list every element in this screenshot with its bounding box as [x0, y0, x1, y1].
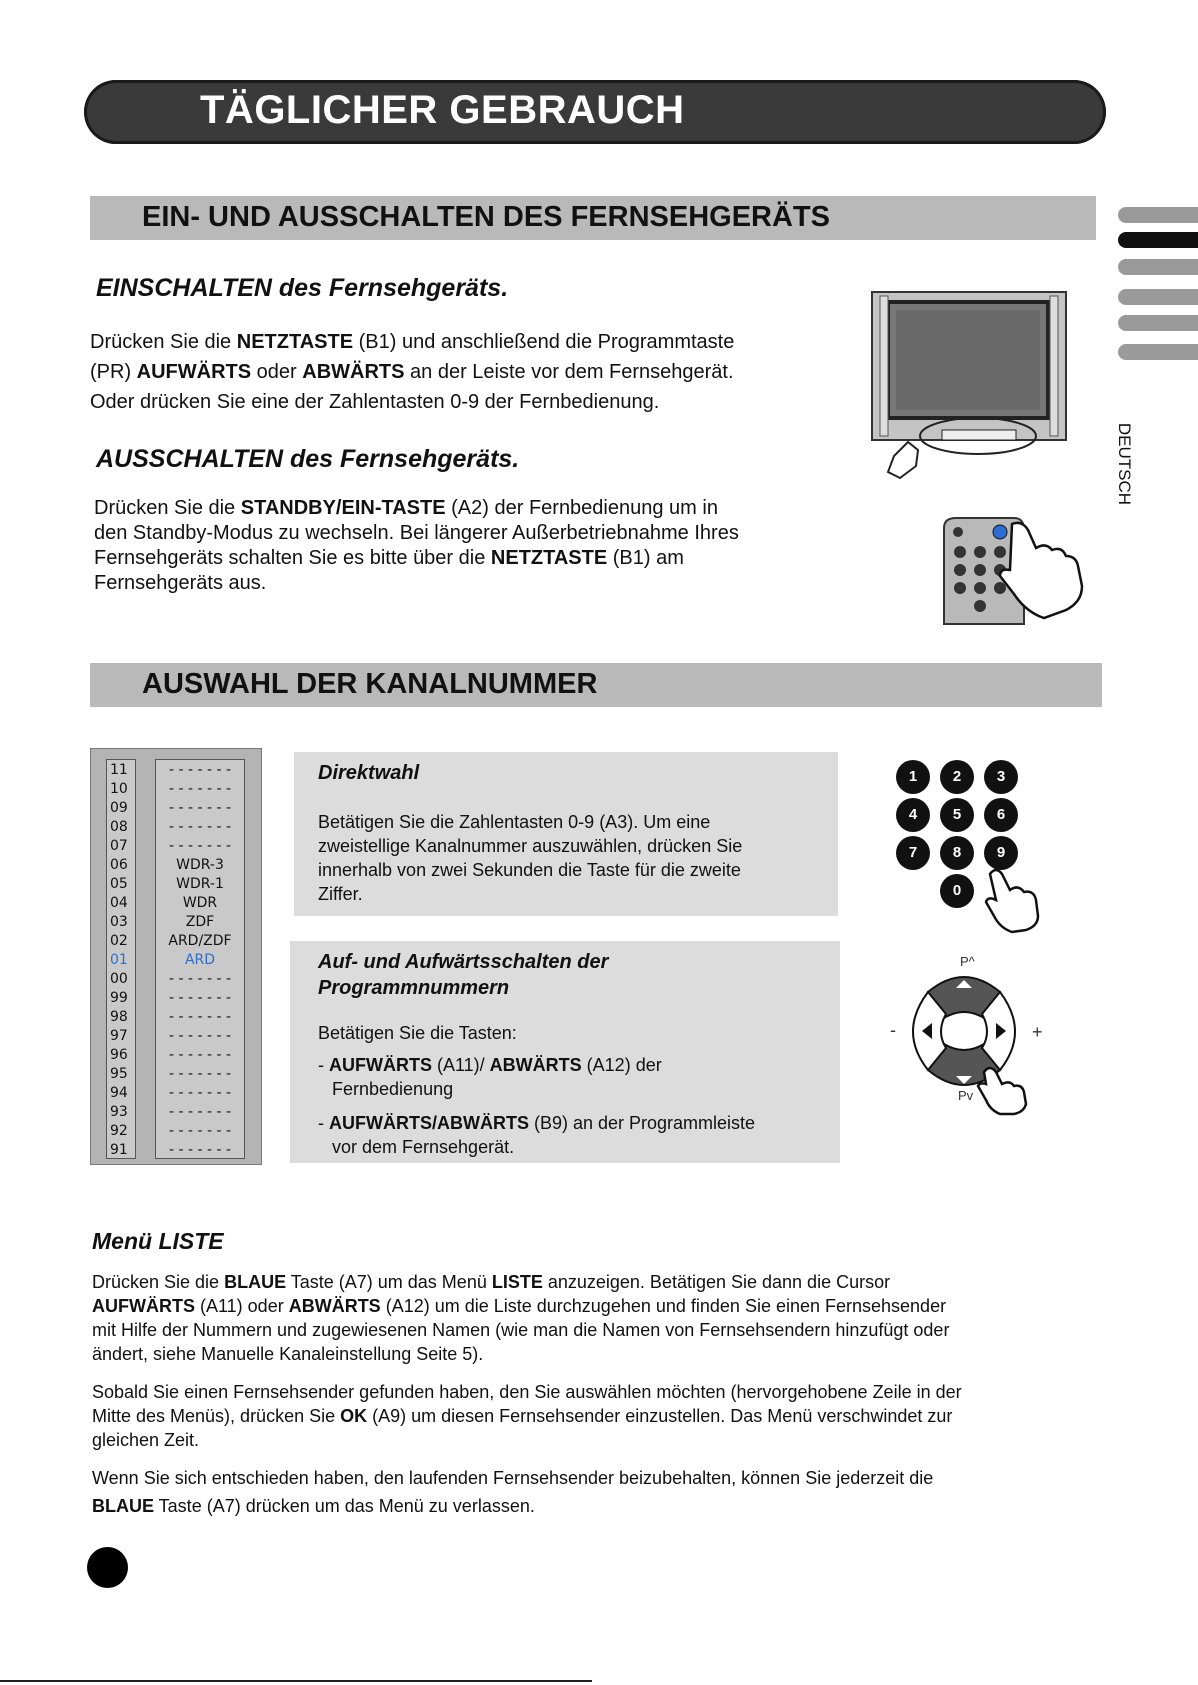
updown-box	[290, 941, 840, 1163]
text-segment: (A2) der Fernbedienung um in	[445, 497, 718, 519]
side-tab-3	[1118, 259, 1198, 275]
numeric-key-3[interactable]: 3	[984, 760, 1018, 794]
section-title-power: EIN- UND AUSSCHALTEN DES FERNSEHGERÄTS	[142, 201, 830, 233]
page-title-banner	[84, 80, 1106, 144]
direct-text	[318, 810, 828, 906]
text-segment: den Standby-Modus zu wechseln. Bei längerer Außerbetriebnahme Ihres	[94, 522, 739, 544]
text-segment: Oder drücken Sie eine der Zahlentasten 0-9 der Fernbedienung.	[90, 391, 660, 413]
channel-number[interactable]: 00	[110, 971, 128, 987]
updown-title-line1: Auf- und Aufwärtsschalten der	[318, 951, 609, 973]
numeric-key-8[interactable]: 8	[940, 836, 974, 870]
bottom-rule	[0, 1680, 592, 1682]
text-segment: ändert, siehe Manuelle Kanaleinstellung Seite 5).	[92, 1344, 484, 1364]
text-segment: mit Hilfe der Nummern und zugewiesenen Namen (wie man die Namen von Fernsehsendern hinzufügt oder	[92, 1320, 950, 1340]
channel-number[interactable]: 05	[110, 876, 128, 892]
bold-term: ABWÄRTS	[302, 361, 405, 383]
menu-title: Menü LISTE	[92, 1228, 224, 1254]
channel-number[interactable]: 10	[110, 781, 128, 797]
channel-number[interactable]: 93	[110, 1104, 128, 1120]
on-text	[90, 329, 850, 419]
text-line	[92, 1380, 1092, 1404]
numeric-key-2[interactable]: 2	[940, 760, 974, 794]
bold-term: LISTE	[491, 1272, 543, 1292]
text-segment: Sobald Sie einen Fernsehsender gefunden haben, den Sie auswählen möchten (hervorgehobene Zeile in der	[92, 1382, 962, 1402]
channel-list	[90, 748, 262, 1165]
text-line: Ziffer.	[318, 884, 363, 904]
text-line: zweistellige Kanalnummer auszuwählen, drücken Sie	[318, 836, 743, 856]
text-line	[318, 1111, 830, 1135]
text-line: Betätigen Sie die Zahlentasten 0-9 (A3). Um eine	[318, 812, 711, 832]
text-segment: Fernsehgeräts schalten Sie es bitte über die	[94, 547, 491, 569]
dpad-left-label: -	[890, 1020, 896, 1040]
text-segment: oder	[251, 361, 303, 383]
text-line	[318, 1053, 830, 1077]
text-segment: (B9) an der Programmleiste	[528, 1113, 756, 1133]
channel-name[interactable]: - - - - - - -	[168, 762, 232, 778]
section-bar-channel	[90, 663, 1102, 707]
channel-number[interactable]: 99	[110, 990, 128, 1006]
section-bar-power	[90, 196, 1096, 240]
side-tab-1	[1118, 207, 1198, 223]
updown-items	[318, 1053, 830, 1159]
numeric-key-5[interactable]: 5	[940, 798, 974, 832]
text-line	[94, 545, 854, 570]
updown-intro: Betätigen Sie die Tasten:	[318, 1023, 517, 1043]
channel-name[interactable]: ARD	[184, 952, 216, 968]
text-line	[94, 570, 854, 595]
text-line	[90, 329, 850, 359]
updown-title-line2: Programmnummern	[318, 977, 510, 999]
bold-term: AUFWÄRTS	[329, 1055, 432, 1075]
on-title: EINSCHALTEN des Fernsehgeräts.	[96, 274, 509, 302]
channel-name[interactable]: - - - - - - -	[168, 781, 232, 797]
menu-paragraph-1	[92, 1270, 1092, 1366]
remote-illustration	[938, 514, 1086, 624]
bold-term: STANDBY/EIN-TASTE	[240, 497, 446, 519]
text-segment: Wenn Sie sich entschieden haben, den laufenden Fernsehsender beizubehalten, können Sie jederzeit die	[92, 1468, 934, 1488]
updown-title	[318, 949, 608, 1001]
text-line: innerhalb von zwei Sekunden die Taste für die zweite	[318, 860, 741, 880]
channel-name[interactable]: - - - - - - -	[168, 990, 232, 1006]
bold-term: AUFWÄRTS	[136, 361, 252, 383]
numeric-key-1[interactable]: 1	[896, 760, 930, 794]
side-tab-6	[1118, 344, 1198, 360]
bold-term: NETZTASTE	[236, 331, 354, 353]
channel-name-column	[155, 759, 245, 1159]
channel-number[interactable]: 96	[110, 1047, 128, 1063]
text-segment: -	[318, 1055, 329, 1075]
text-line	[318, 1077, 830, 1101]
text-line	[90, 359, 850, 389]
channel-number[interactable]: 06	[110, 857, 128, 873]
channel-number[interactable]: 92	[110, 1123, 128, 1139]
text-segment: -	[318, 1113, 329, 1133]
text-line	[318, 1135, 830, 1159]
channel-number[interactable]: 03	[110, 914, 128, 930]
menu-paragraph-3	[92, 1466, 1092, 1522]
channel-number[interactable]: 91	[110, 1142, 128, 1158]
channel-name[interactable]: - - - - - - -	[168, 1123, 232, 1139]
channel-number[interactable]: 94	[110, 1085, 128, 1101]
bold-term: AUFWÄRTS	[92, 1296, 195, 1316]
text-segment: Fernbedienung	[332, 1079, 454, 1099]
text-segment: (A12) um die Liste durchzugehen und finden Sie einen Fernsehsender	[380, 1296, 947, 1316]
text-segment: Drücken Sie die	[92, 1272, 225, 1292]
bold-term: ABWÄRTS	[288, 1296, 381, 1316]
dpad-right-label: +	[1032, 1022, 1043, 1042]
numeric-key-0[interactable]: 0	[940, 874, 974, 908]
text-segment: (B1) und anschließend die Programmtaste	[353, 331, 735, 353]
channel-name[interactable]: ZDF	[185, 914, 215, 930]
side-tab-active	[1118, 232, 1198, 248]
channel-name[interactable]: WDR-1	[176, 876, 224, 892]
side-tab-5	[1118, 315, 1198, 331]
text-segment: (A12) der	[581, 1055, 662, 1075]
text-segment: (B1) am	[607, 547, 684, 569]
numeric-key-6[interactable]: 6	[984, 798, 1018, 832]
text-line	[92, 1466, 1092, 1494]
numeric-key-7[interactable]: 7	[896, 836, 930, 870]
language-label-wrap	[1112, 420, 1136, 510]
tv-illustration	[866, 288, 1072, 484]
channel-name[interactable]: - - - - - - -	[168, 1009, 232, 1025]
text-segment: Fernsehgeräts aus.	[94, 572, 267, 594]
channel-number[interactable]: 08	[110, 819, 128, 835]
text-segment: Mitte des Menüs), drücken Sie	[92, 1406, 341, 1426]
numeric-key-9[interactable]: 9	[984, 836, 1018, 870]
channel-name[interactable]: - - - - - - -	[168, 1028, 232, 1044]
text-line	[92, 1270, 1092, 1294]
dpad	[913, 977, 1015, 1085]
text-segment: (A11)/	[431, 1055, 490, 1075]
text-segment: (A9) um diesen Fernsehsender einzustellen. Das Menü verschwindet zur	[367, 1406, 953, 1426]
page-marker	[87, 1547, 128, 1588]
bold-term: BLAUE	[92, 1496, 154, 1516]
channel-name[interactable]: - - - - - - -	[168, 1085, 232, 1101]
channel-number[interactable]: 02	[110, 933, 128, 949]
bold-term: AUFWÄRTS/ABWÄRTS	[329, 1113, 529, 1133]
channel-number-column	[106, 759, 136, 1159]
text-segment: anzuzeigen. Betätigen Sie dann die Cursor	[542, 1272, 891, 1292]
channel-name[interactable]: WDR-3	[176, 857, 224, 873]
bold-term: BLAUE	[224, 1272, 287, 1292]
channel-name[interactable]: - - - - - - -	[168, 1047, 232, 1063]
text-line	[94, 520, 854, 545]
dpad-down-label: Pv	[958, 1088, 974, 1103]
channel-name[interactable]: WDR	[182, 895, 218, 911]
channel-number[interactable]: 11	[110, 762, 128, 778]
text-line	[92, 1404, 1092, 1428]
direct-selection-box	[294, 752, 838, 916]
text-segment: Taste (A7) drücken um das Menü zu verlassen.	[154, 1496, 535, 1516]
text-line	[92, 1318, 1092, 1342]
text-segment: Drücken Sie die	[94, 497, 241, 519]
language-label: DEUTSCH	[1115, 422, 1134, 506]
numeric-key-4[interactable]: 4	[896, 798, 930, 832]
text-segment: vor dem Fernsehgerät.	[332, 1137, 515, 1157]
text-segment: gleichen Zeit.	[92, 1430, 200, 1450]
channel-name[interactable]: - - - - - - -	[168, 1142, 232, 1158]
text-line	[92, 1428, 1092, 1452]
channel-number[interactable]: 01	[110, 952, 128, 968]
text-line	[90, 389, 850, 419]
text-segment: an der Leiste vor dem Fernsehgerät.	[404, 361, 734, 383]
text-line	[94, 495, 854, 520]
channel-name[interactable]: - - - - - - -	[168, 800, 232, 816]
text-segment: Drücken Sie die	[90, 331, 237, 353]
side-tab-4	[1118, 289, 1198, 305]
bold-term: NETZTASTE	[490, 547, 608, 569]
channel-name[interactable]: - - - - - - -	[168, 971, 232, 987]
bold-term: ABWÄRTS	[489, 1055, 582, 1075]
bold-term: OK	[340, 1406, 368, 1426]
channel-number[interactable]: 04	[110, 895, 128, 911]
channel-number[interactable]: 97	[110, 1028, 128, 1044]
text-segment: (PR)	[90, 361, 137, 383]
channel-name[interactable]: - - - - - - -	[168, 1104, 232, 1120]
channel-name[interactable]: - - - - - - -	[168, 819, 232, 835]
dpad-illustration	[890, 952, 1043, 1112]
menu-paragraph-2	[92, 1380, 1092, 1452]
page-title: TÄGLICHER GEBRAUCH	[200, 88, 685, 132]
channel-name[interactable]: ARD/ZDF	[168, 933, 232, 949]
text-line	[92, 1342, 1092, 1366]
direct-title: Direktwahl	[318, 762, 420, 784]
off-text	[94, 495, 854, 595]
channel-number[interactable]: 07	[110, 838, 128, 854]
dpad-up-label: P^	[960, 954, 975, 969]
text-segment: (A11) oder	[194, 1296, 289, 1316]
channel-number[interactable]: 98	[110, 1009, 128, 1025]
channel-name[interactable]: - - - - - - -	[168, 1066, 232, 1082]
section-title-channel: AUSWAHL DER KANALNUMMER	[142, 668, 598, 700]
channel-name[interactable]: - - - - - - -	[168, 838, 232, 854]
channel-number[interactable]: 95	[110, 1066, 128, 1082]
text-segment: Taste (A7) um das Menü	[286, 1272, 492, 1292]
text-line	[92, 1294, 1092, 1318]
off-title: AUSSCHALTEN des Fernsehgeräts.	[96, 445, 520, 473]
channel-number[interactable]: 09	[110, 800, 128, 816]
keypad-hand-icon	[984, 866, 1042, 926]
text-line	[92, 1494, 1092, 1522]
